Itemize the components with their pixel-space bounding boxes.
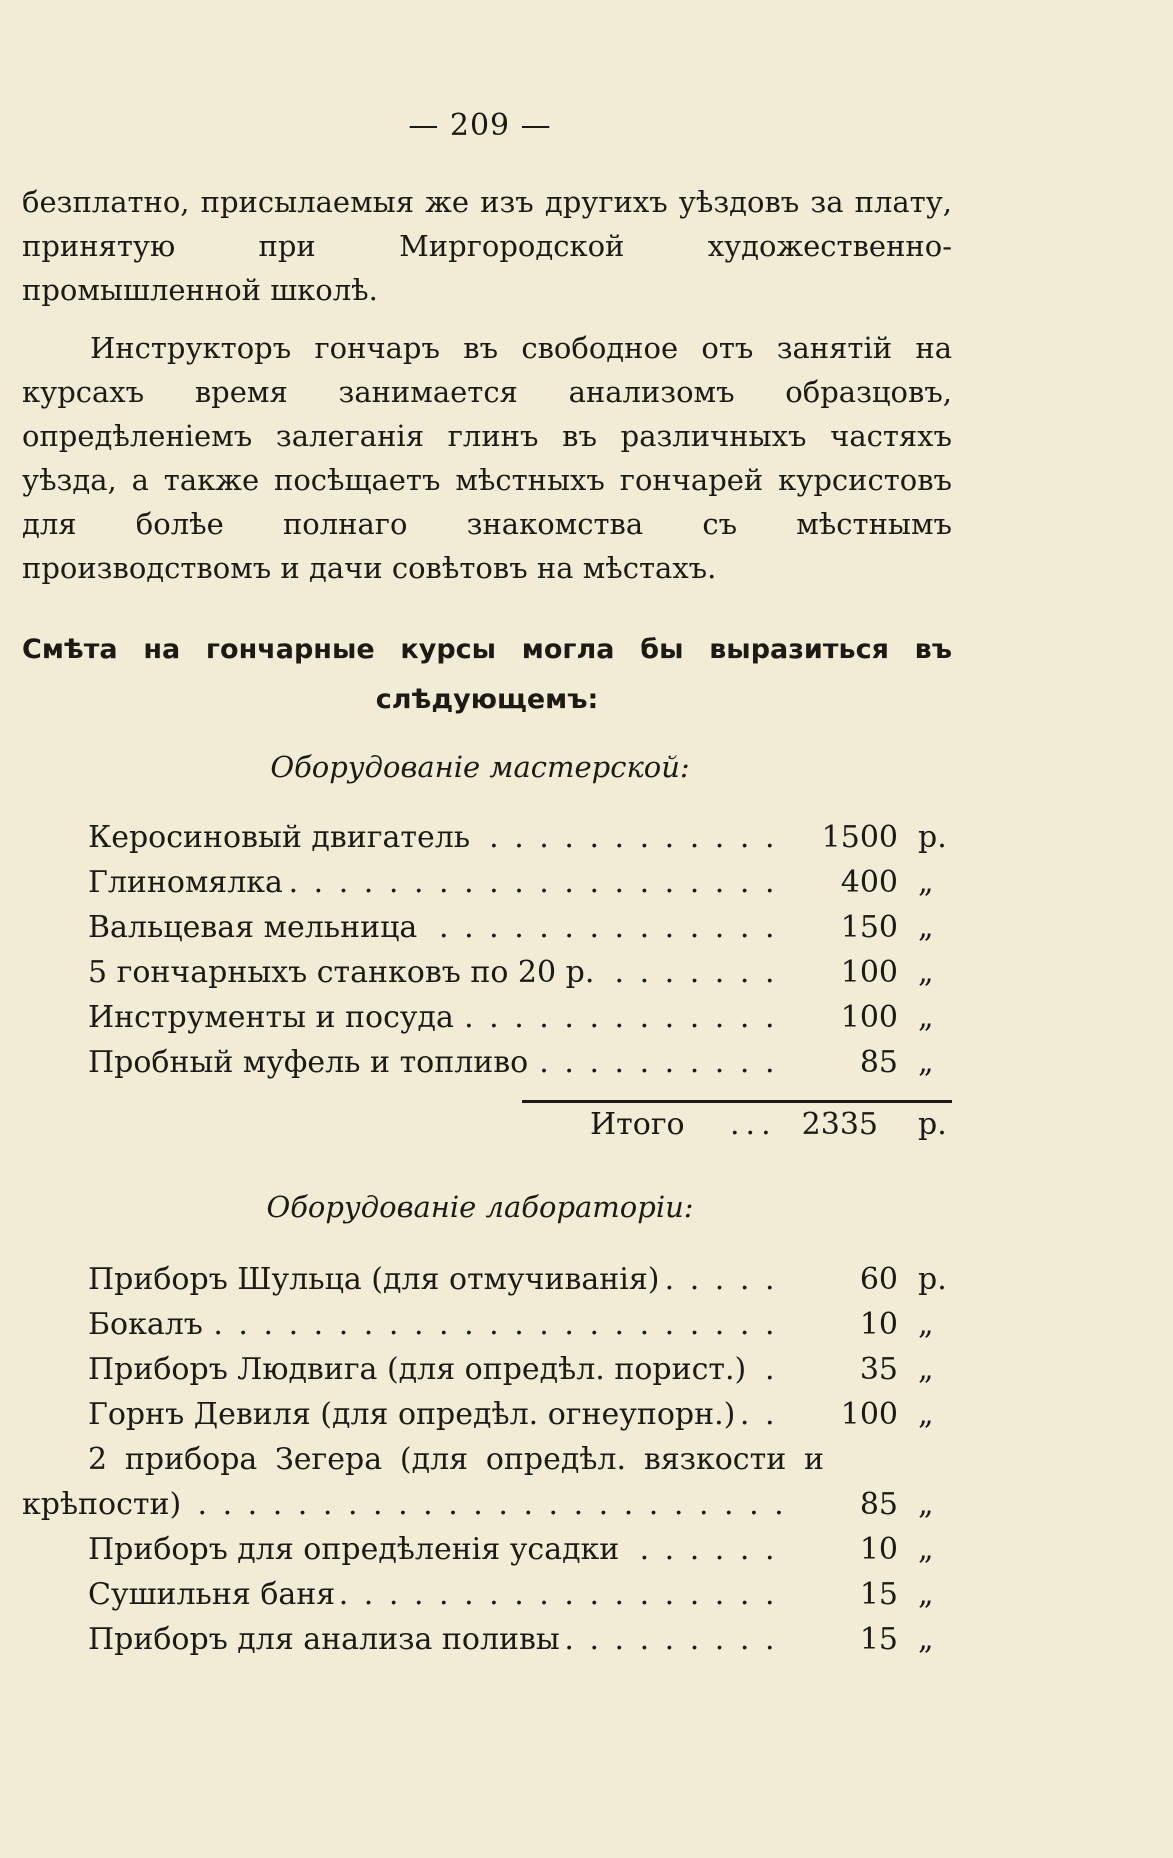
item-name: Приборъ для опредѣленія усадки — [88, 1532, 625, 1567]
page-number: — 209 — — [408, 108, 552, 143]
paragraph-2: Инструкторъ гончаръ въ свободное отъ занятій на курсахъ время занимается анализомъ образцовъ, опредѣленіемъ залеганія глинъ въ различныхъ частяхъ уѣзда, а также посѣщаетъ мѣстныхъ гончарей курсистовъ для болѣе полнаго знакомства съ мѣстнымъ производствомъ и дачи совѣтовъ на мѣстахъ. — [22, 331, 952, 585]
item-amount: 15 — [859, 1577, 898, 1612]
item-amount: 85 — [859, 1045, 898, 1080]
item-unit: „ — [918, 1532, 934, 1567]
item-name: Приборъ Шульца (для отмучиванія) — [88, 1262, 665, 1297]
laboratory-title: Оборудованіе лабораторіи: — [266, 1190, 694, 1224]
table-row — [0, 1397, 980, 1442]
total-label: Итого — [590, 1107, 685, 1142]
table-row — [0, 1352, 980, 1397]
item-name: Приборъ для анализа поливы — [88, 1622, 566, 1657]
item-unit: „ — [918, 910, 934, 945]
table-row — [0, 1045, 980, 1090]
table-row — [0, 1487, 980, 1532]
item-unit: „ — [918, 1622, 934, 1657]
table-row — [0, 1262, 980, 1307]
table-row — [0, 1577, 980, 1622]
item-amount: 150 — [840, 910, 898, 945]
item-amount: 60 — [859, 1262, 898, 1297]
item-amount: 100 — [840, 1397, 898, 1432]
table-row — [0, 910, 980, 955]
item-name: Глиномялка — [88, 865, 289, 900]
item-amount: 10 — [859, 1307, 898, 1342]
item-unit: „ — [918, 1577, 934, 1612]
item-name: крѣпости) — [22, 1487, 187, 1522]
table-row — [0, 820, 980, 865]
item-name: Пробный муфель и топливо — [88, 1045, 534, 1080]
table-row — [0, 1442, 980, 1487]
heading-line-2: слѣдующемъ: — [375, 684, 599, 715]
table-row — [0, 1622, 980, 1667]
table-row — [0, 955, 980, 1000]
total-rule — [522, 1100, 952, 1103]
item-amount: 15 — [859, 1622, 898, 1657]
item-amount: 1500 — [821, 820, 898, 855]
item-unit: „ — [918, 1000, 934, 1035]
item-unit: „ — [918, 1045, 934, 1080]
item-name: Вальцевая мельница — [88, 910, 423, 945]
item-unit: „ — [918, 1397, 934, 1432]
item-name: Горнъ Девиля (для опредѣл. огнеупорн.) — [88, 1397, 741, 1432]
item-amount: 85 — [859, 1487, 898, 1522]
total-amount: 2335 — [801, 1107, 878, 1142]
item-name: Инструменты и посуда — [88, 1000, 460, 1035]
table-row — [0, 865, 980, 910]
item-amount: 100 — [840, 955, 898, 990]
paragraph-1: безплатно, присылаемыя же изъ другихъ уѣздовъ за плату, принятую при Миргородской художественно-промышленной школѣ. — [22, 185, 952, 307]
table-row — [0, 1307, 980, 1352]
total-unit: р. — [918, 1107, 947, 1142]
item-unit: р. — [918, 1262, 947, 1297]
item-unit: „ — [918, 1352, 934, 1387]
workshop-total — [590, 1107, 960, 1152]
item-name: Бокалъ — [88, 1307, 209, 1342]
heading-line-1: Смѣта на гончарные курсы могла бы выразиться въ — [22, 634, 952, 665]
item-unit: р. — [918, 820, 947, 855]
item-amount: 100 — [840, 1000, 898, 1035]
item-amount: 10 — [859, 1532, 898, 1567]
item-name: Приборъ Людвига (для опредѣл. порист.) — [88, 1352, 752, 1387]
item-name: Сушильня баня — [88, 1577, 341, 1612]
item-name: 2 прибора Зегера (для опредѣл. вязкости и — [88, 1442, 830, 1477]
item-unit: „ — [918, 865, 934, 900]
estimate-heading — [22, 625, 952, 725]
total-dots: ... — [730, 1107, 777, 1142]
table-row — [0, 1000, 980, 1045]
item-name: 5 гончарныхъ станковъ по 20 р. — [88, 955, 600, 990]
workshop-title: Оборудованіе мастерской: — [270, 750, 690, 784]
item-unit: „ — [918, 1307, 934, 1342]
item-amount: 400 — [840, 865, 898, 900]
workshop-table — [0, 820, 980, 1090]
item-unit: „ — [918, 955, 934, 990]
item-unit: „ — [918, 1487, 934, 1522]
laboratory-table — [0, 1262, 980, 1667]
item-name: Керосиновый двигатель — [88, 820, 476, 855]
item-amount: 35 — [859, 1352, 898, 1387]
table-row — [0, 1532, 980, 1577]
